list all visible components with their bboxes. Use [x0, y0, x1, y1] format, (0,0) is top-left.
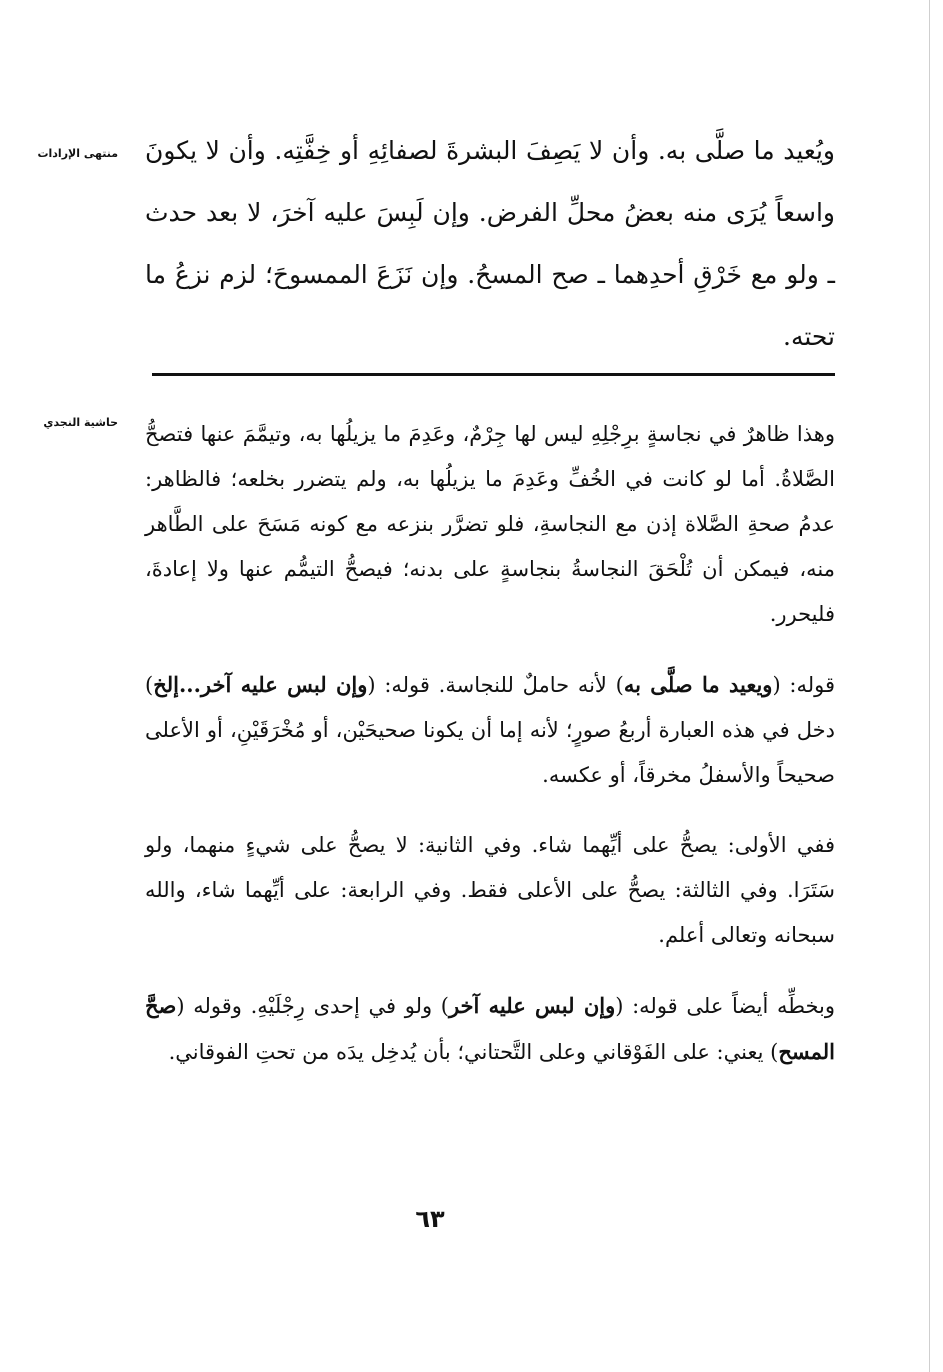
quoted-phrase: وإن لبس عليه آخر...إلخ	[153, 672, 368, 697]
note-paragraph-1: وهذا ظاهرٌ في نجاسةٍ برِجْلِهِ ليس لها جِرْمٌ، وعَدِمَ ما يزيلُها به، وتيمَّمَ عنها فتصحُّ الصَّلاةُ. أما لو كانت في الخُفِّ وعَدِمَ ما يزيلُها به، ولم يتضرر بخلعه؛ فالظاهر: عدمُ صحةِ الصَّلاة إذن مع النجاسةِ، فلو تضرَّر بنزعه مع كونه مَسَحَ على الطَّاهر منه، فيمكن أن تُلْحَقَ النجاسةُ بنجاسةٍ على بدنه؛ فيصحُّ التيمُّم عنها ولا إعادةَ، فليحرر.	[145, 422, 835, 626]
main-text-block	[145, 120, 835, 368]
note-paragraph-3: ففي الأولى: يصحُّ على أيِّهما شاء. وفي الثانية: لا يصحُّ على شيءٍ منهما، ولو سَتَرَا. وفي الثالثة: يصحُّ على الأعلى فقط. وفي الرابعة: على أيِّهما شاء، والله سبحانه وتعالى أعلم.	[145, 833, 835, 947]
note-paragraph-4: وبخطِّه أيضاً على قوله: (وإن لبس عليه آخر) ولو في إحدى رِجْلَيْهِ. وقوله (صحَّ المسح) يعني: على الفَوْقاني وعلى التَّحتاني؛ بأن يُدخِل يدَه من تحتِ الفوقاني.	[145, 993, 835, 1064]
quoted-phrase: ويعيد ما صلَّى به	[623, 672, 773, 697]
notes-block	[145, 412, 835, 1100]
quoted-phrase: وإن لبس عليه آخر	[448, 993, 616, 1018]
main-paragraph: ويُعيد ما صلَّى به. وأن لا يَصِفَ البشرةَ لصفائِهِ أو خِفَّتِه. وأن لا يكونَ واسعاً يُرَى منه بعضُ محلِّ الفرض. وإن لَبِسَ عليه آخرَ، لا بعد حدث ـ ولو مع خَرْقِ أحدِهما ـ صح المسحُ. وإن نَزَعَ الممسوحَ؛ لزم نزعُ ما تحته.	[145, 136, 835, 351]
side-label-notes: حاشية النجدي	[43, 416, 118, 429]
note-paragraph-2: قوله: (ويعيد ما صلَّى به) لأنه حاملٌ للنجاسة. قوله: (وإن لبس عليه آخر...إلخ) دخل في هذه العبارة أربعُ صورٍ؛ لأنه إما أن يكونا صحيحَيْن، أو مُخْرَقَيْنِ، أو الأعلى صحيحاً والأسفلُ مخرقاً، أو عكسه.	[145, 672, 835, 787]
section-divider	[152, 373, 835, 376]
page-number: ٦٣	[415, 1205, 445, 1233]
side-label-main: منتهى الإرادات	[37, 147, 118, 160]
scan-edge-line	[929, 0, 930, 1372]
quoted-phrase: صحَّ المسح	[145, 993, 835, 1064]
